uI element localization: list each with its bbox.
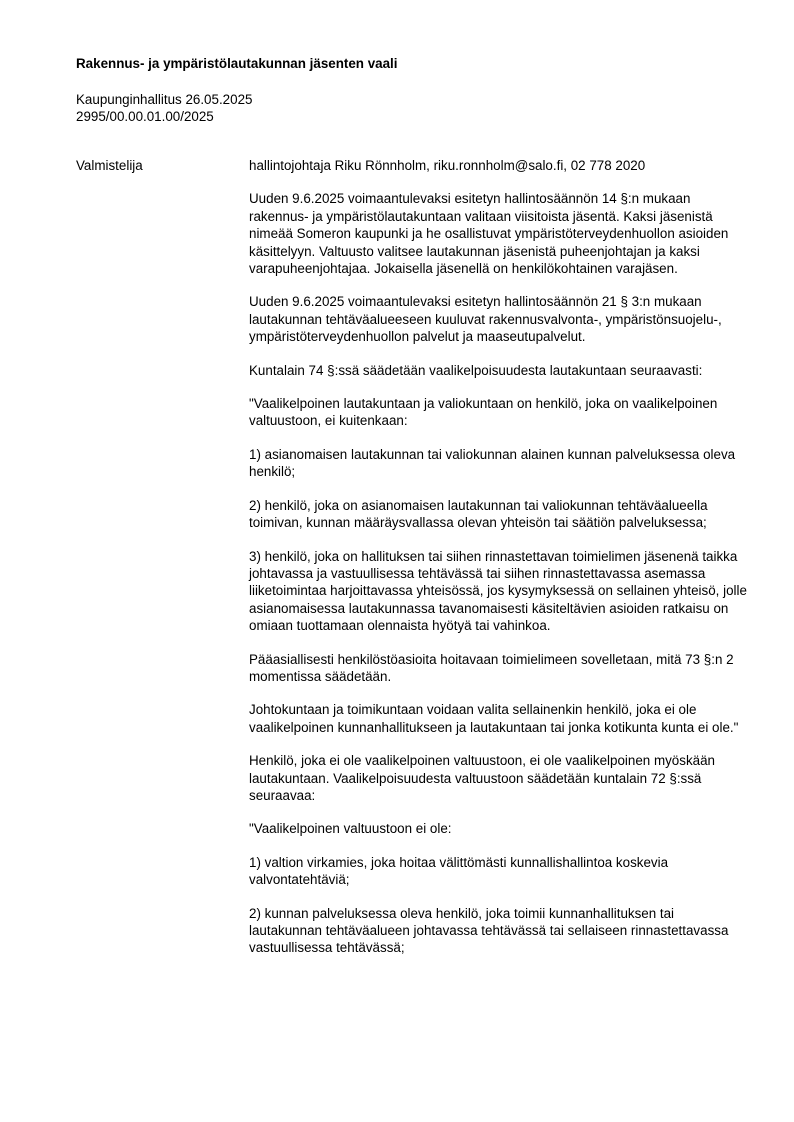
body-paragraph: "Vaalikelpoinen valtuustoon ei ole: [249,821,452,837]
preparer-contact: hallintojohtaja Riku Rönnholm, riku.ronnholm@salo.fi, 02 778 2020 [249,158,646,173]
body-paragraph: Uuden 9.6.2025 voimaantulevaksi esitetyn hallintosäännön 21 § 3:n mukaan lautakunnan tehtäväalueeseen kuuluvat rakennusvalvonta-, ympäristönsuojelu-, ympäristöterveydenhuollon palvelut ja maaseutupalvelut. [249,294,722,345]
preparer-label: Valmistelija [76,158,143,173]
document-body [249,157,749,973]
body-paragraph: 1) valtion virkamies, joka hoitaa välittömästi kunnallishallintoa koskevia valvontatehtäviä; [249,854,669,888]
body-paragraph: 1) asianomaisen lautakunnan tai valiokunnan alainen kunnan palveluksessa oleva henkilö; [249,446,736,480]
reference-number: 2995/00.00.01.00/2025 [76,109,214,124]
document-meta [76,91,252,125]
document-title: Rakennus- ja ympäristölautakunnan jäsenten vaali [76,56,398,71]
body-paragraph: Henkilö, joka ei ole vaalikelpoinen valtuustoon, ei ole vaalikelpoinen myöskään lautakuntaan. Vaalikelpoisuudesta valtuustoon säädetään kuntalain 72 §:ssä seuraavaa: [249,753,715,803]
body-paragraph: Kuntalain 74 §:ssä säädetään vaalikelpoisuudesta lautakuntaan seuraavasti: [249,362,703,378]
body-paragraph: 2) kunnan palveluksessa oleva henkilö, joka toimii kunnanhallituksen tai lautakunnan tehtäväalueen johtavassa tehtävässä tai sellaiseen rinnastettavassa vastuullisessa tehtävässä; [249,905,729,956]
body-paragraph: 3) henkilö, joka on hallituksen tai siihen rinnastettavan toimielimen jäsenenä taikka johtavassa ja vastuullisessa tehtävässä tai siihen rinnastettavassa asemassa liiketoimintaa harjoittavassa yhteisössä, jos kysymyksessä on sellainen yhteisö, jolle asianomaisessa lautakunnassa tavanomaisesti käsiteltävien asioiden ratkaisu on omiaan tuottamaan olennaista hyötyä tai vahinkoa. [249,548,747,634]
body-paragraph: 2) henkilö, joka on asianomaisen lautakunnan tai valiokunnan tehtäväalueella toimivan, kunnan määräysvallassa olevan yhteisön tai säätiön palveluksessa; [249,497,708,531]
body-paragraph: Pääasiallisesti henkilöstöasioita hoitavaan toimielimeen sovelletaan, mitä 73 §:n 2 momentissa säädetään. [249,651,734,684]
body-paragraph: "Vaalikelpoinen lautakuntaan ja valiokuntaan on henkilö, joka on vaalikelpoinen valtuustoon, ei kuitenkaan: [249,396,718,429]
body-paragraph: Uuden 9.6.2025 voimaantulevaksi esitetyn hallintosäännön 14 §:n mukaan rakennus- ja ympäristölautakuntaan valitaan viisitoista jäsentä. Kaksi jäsenistä nimeää Someron kaupunki ja he osallistuvat ympäristöterveydenhuollon asioiden käsittelyyn. Valtuusto valitsee lautakunnan jäsenistä puheenjohtajan ja kaksi varapuheenjohtajaa. Jokaisella jäsenellä on henkilökohtainen varajäsen. [249,191,729,277]
body-paragraph: Johtokuntaan ja toimikuntaan voidaan valita sellainenkin henkilö, joka ei ole vaalikelpoinen kunnanhallitukseen ja lautakuntaan tai jonka kotikunta kunta ei ole." [249,702,739,735]
meeting-info: Kaupunginhallitus 26.05.2025 [76,92,253,107]
